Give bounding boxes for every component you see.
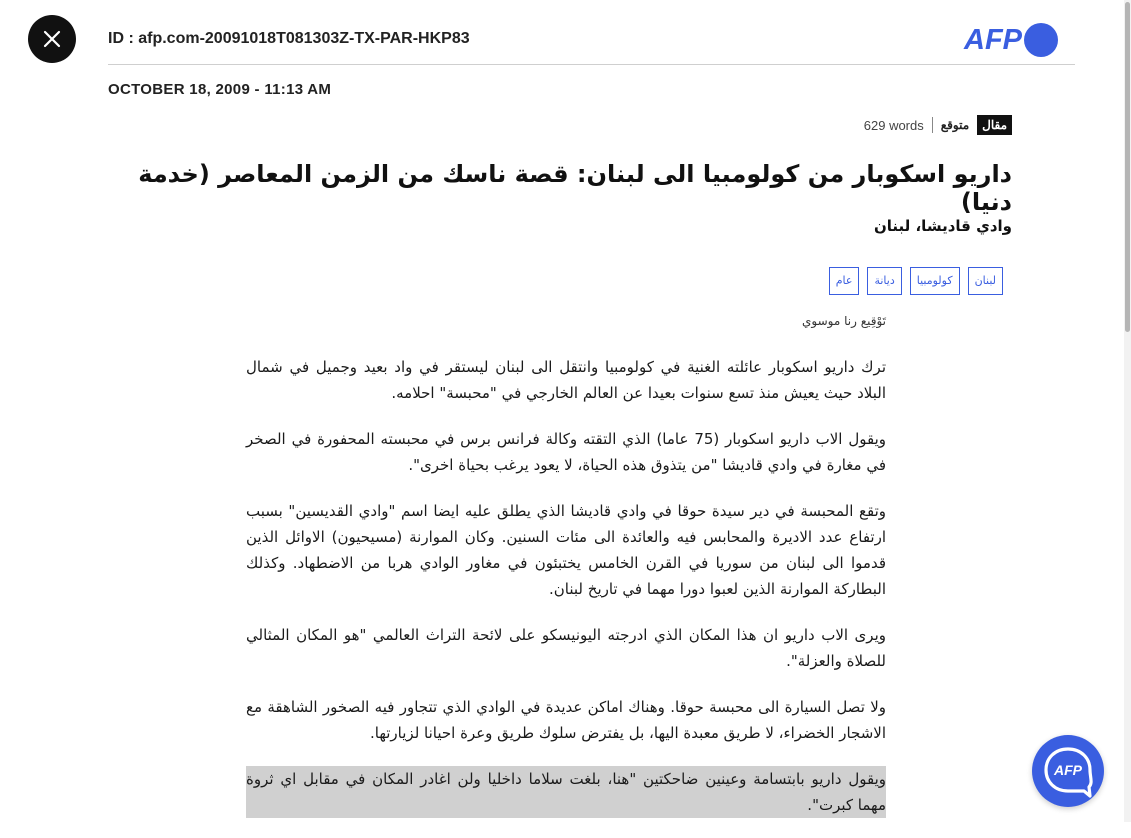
publication-date: OCTOBER 18, 2009 - 11:13 AM: [108, 81, 332, 98]
article-paragraph: وتقع المحبسة في دير سيدة حوقا في وادي قاديشا الذي يطلق عليه ايضا اسم "وادي القديسين" بسبب ارتفاع عدد الاديرة والمحابس فيه والعائدة الى مئات السنين. وكان الموارنة (مسيحيون) الاوائل الذين قدموا الى لبنان من سوريا في القرن الخامس يختبئون في مغاور الوادي هربا من الاضطهاد. وكذلك البطاركة الموارنة الذين لعبوا دورا مهما في تاريخ لبنان.: [246, 502, 886, 598]
article-paragraph: ويقول الاب داريو اسكوبار (75 عاما) الذي التقته وكالة فرانس برس في محبسته المحفورة في الصخر في مغارة في وادي قاديشا "من يتذوق هذه الحياة، لا يعود يرغب بحياة اخرى".: [246, 430, 886, 474]
tag-lebanon[interactable]: لبنان: [968, 267, 1003, 295]
tag-list: [829, 267, 1003, 295]
article-type-badge: مقال: [977, 115, 1012, 135]
word-count: 629 words: [863, 117, 924, 133]
afp-chat-icon: [1040, 743, 1096, 799]
close-button[interactable]: [28, 15, 76, 63]
afp-chat-button[interactable]: [1032, 735, 1104, 807]
tag-general[interactable]: عام: [829, 267, 860, 295]
afp-logo-dot: [1024, 23, 1058, 57]
meta-separator: [932, 117, 933, 133]
vertical-scrollbar[interactable]: [1124, 0, 1131, 822]
article-meta: [864, 115, 1012, 135]
article-paragraph: ويرى الاب داريو ان هذا المكان الذي ادرجته اليونيسكو على لائحة التراث العالمي "هو المكان المثالي للصلاة والعزلة".: [246, 626, 886, 670]
scrollbar-thumb[interactable]: [1125, 2, 1130, 332]
article-status: متوقع: [940, 118, 970, 132]
tag-religion[interactable]: ديانة: [867, 267, 901, 295]
article-dateline: وادي قاديشا، لبنان: [873, 217, 1012, 235]
article-paragraph-highlighted: ويقول داريو بابتسامة وعينين ضاحكتين "هنا، بلغت سلاما داخليا ولن اغادر المكان في مقابل اي ثروة مهما كبرت".: [246, 766, 886, 818]
afp-logo-text: AFP: [964, 23, 1022, 56]
afp-logo: [964, 22, 1058, 58]
chat-icon-label: AFP: [1054, 762, 1082, 778]
article-body: [246, 354, 886, 838]
article-paragraph: ترك داريو اسكوبار عائلته الغنية في كولومبيا وانتقل الى لبنان ليستقر في واد بعيد وجميل في شمال البلاد حيث يعيش منذ تسع سنوات بعيدا عن العالم الخارجي في "محبسة" احلامه.: [246, 358, 886, 402]
document-id: ID : afp.com-20091018T081303Z-TX-PAR-HKP83: [108, 30, 470, 47]
article-headline: داريو اسكوبار من كولومبيا الى لبنان: قصة ناسك من الزمن المعاصر (خدمة دنيا): [138, 160, 1012, 216]
tag-colombia[interactable]: كولومبيا: [910, 267, 960, 295]
article-byline: تَوْقِيع رنا موسوي: [802, 314, 886, 328]
header-divider: [108, 64, 1075, 65]
close-icon: [43, 30, 61, 48]
article-paragraph: ولا تصل السيارة الى محبسة حوقا. وهناك اماكن عديدة في الوادي الذي تتجاور فيه الصخور الشاهقة مع الاشجار الخضراء، لا طريق معبدة اليها، بل يفترض سلوك طريق وعرة احيانا لزيارتها.: [246, 698, 886, 742]
